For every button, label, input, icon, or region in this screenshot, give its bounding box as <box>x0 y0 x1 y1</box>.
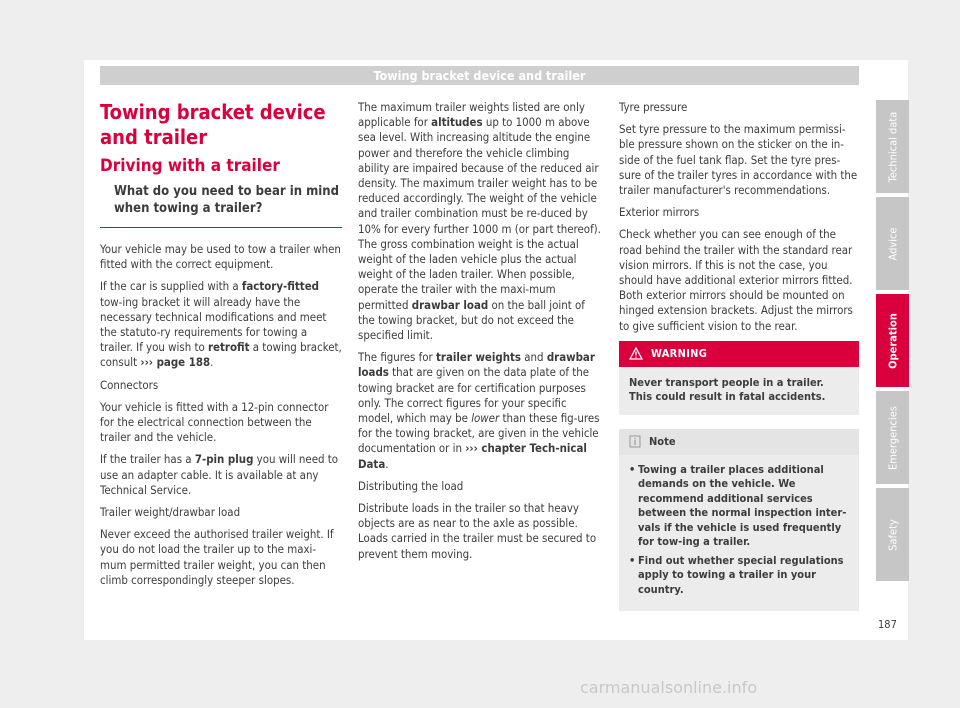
technical-data-link[interactable]: ››› chapter Tech-nical Data <box>358 441 587 471</box>
warning-triangle-icon <box>629 347 643 360</box>
tab-technical-data[interactable]: Technical data <box>876 100 909 193</box>
note-header <box>619 429 859 455</box>
altitude-paragraph: The maximum trailer weights listed are only applicable for altitudes up to 1000 m above sea level. With increasing altitude the engine power and therefore the vehicle climbing ability are impaired because of the reduced air density. The maximum trailer weight has to be reduced accordingly. The weight of the vehicle and trailer combination must be re-duced by 10% for every further 1000 m (or part thereof). The gross combination weight is the actual weight of the laden vehicle plus the actual weight of the laden trailer. When possible, operate the trailer with the maxi-mum permitted drawbar load on the ball joint of the towing bracket, but do not exceed the specified limit. <box>358 100 601 343</box>
note-item: • Towing a trailer places additional demands on the vehicle. We recommend additional services between the normal inspection inter-vals if the vehicle is used frequently for tow-ing a trailer. <box>629 463 849 550</box>
tab-advice[interactable]: Advice <box>876 197 909 290</box>
note-label: Note <box>649 434 676 448</box>
trailer-weight-heading: Trailer weight/drawbar load <box>100 505 241 520</box>
trailer-weight-paragraph: Never exceed the authorised trailer weight. If you do not load the trailer up to the maxi-mum permitted trailer weight, you can then climb correspondingly steeper slopes. <box>100 527 334 587</box>
info-icon <box>629 435 641 448</box>
exterior-mirrors-heading: Exterior mirrors <box>619 205 700 220</box>
warning-text: Never transport people in a trailer. This could result in fatal accidents. <box>629 375 826 404</box>
distributing-heading: Distributing the load <box>358 478 464 493</box>
page-number: 187 <box>878 618 897 631</box>
question-heading: What do you need to bear in mind when towing a trailer? <box>114 184 339 216</box>
intro-paragraph: Your vehicle may be used to tow a trailer when fitted with the correct equipment. <box>100 242 341 272</box>
note-body <box>619 455 859 612</box>
connectors-heading: Connectors <box>100 377 159 392</box>
warning-header <box>619 341 859 367</box>
running-header: Towing bracket device and trailer <box>100 66 859 85</box>
tyre-pressure-paragraph: Set tyre pressure to the maximum permissi-ble pressure shown on the sticker on the in-side of the fuel tank flap. Set the tyre pres-sure of the trailer tyres in accordance with the trailer manufacturer's recommendations. <box>619 122 858 198</box>
plug-paragraph: If the trailer has a 7-pin plug you will need to use an adapter cable. It is available at any Technical Service. <box>100 452 339 497</box>
heading-divider <box>100 227 342 228</box>
watermark: carmanualsonline.info <box>580 678 758 697</box>
figures-paragraph: The figures for trailer weights and drawbar loads that are given on the data plate of the towing bracket are for certification purposes only. The correct figures for your specific model, which may be lower than these fig-ures for the towing bracket, are given in the vehicle documentation or in ››› chapter Tech-nical Data. <box>358 350 600 471</box>
note-item: • Find out whether special regulations apply to towing a trailer in your country. <box>629 554 849 598</box>
tyre-pressure-heading: Tyre pressure <box>619 100 688 114</box>
warning-label: WARNING <box>651 346 708 360</box>
tab-operation[interactable]: Operation <box>876 294 909 387</box>
factory-fitted-paragraph: If the car is supplied with a factory-fitted tow-ing bracket it will already have the necessary technical modifications and meet the statuto-ry requirements for towing a trailer. If you wish to retrofit a towing bracket, consult ››› page 188. <box>100 279 342 370</box>
column-2 <box>358 100 602 569</box>
warning-box <box>619 341 859 415</box>
section-subtitle: Driving with a trailer <box>100 156 280 176</box>
section-title: Towing bracket device and trailer <box>100 100 326 149</box>
tab-emergencies[interactable]: Emergencies <box>876 391 909 484</box>
note-box <box>619 429 859 612</box>
column-1 <box>100 100 342 595</box>
column-3 <box>619 100 859 611</box>
page-188-link[interactable]: ››› page 188 <box>140 355 211 370</box>
connectors-paragraph: Your vehicle is fitted with a 12-pin connector for the electrical connection between the trailer and the vehicle. <box>100 399 329 445</box>
exterior-mirrors-paragraph: Check whether you can see enough of the road behind the trailer with the standard rear vision mirrors. If this is not the case, you should have additional exterior mirrors fitted. Both exterior mirrors should be mounted on hinged extension brackets. Adjust the mirrors to give sufficient vision to the rear. <box>619 227 853 333</box>
tab-safety[interactable]: Safety <box>876 488 909 581</box>
distributing-paragraph: Distribute loads in the trailer so that heavy objects are as near to the axle as possible. Loads carried in the trailer must be secured to prevent them moving. <box>358 501 597 561</box>
